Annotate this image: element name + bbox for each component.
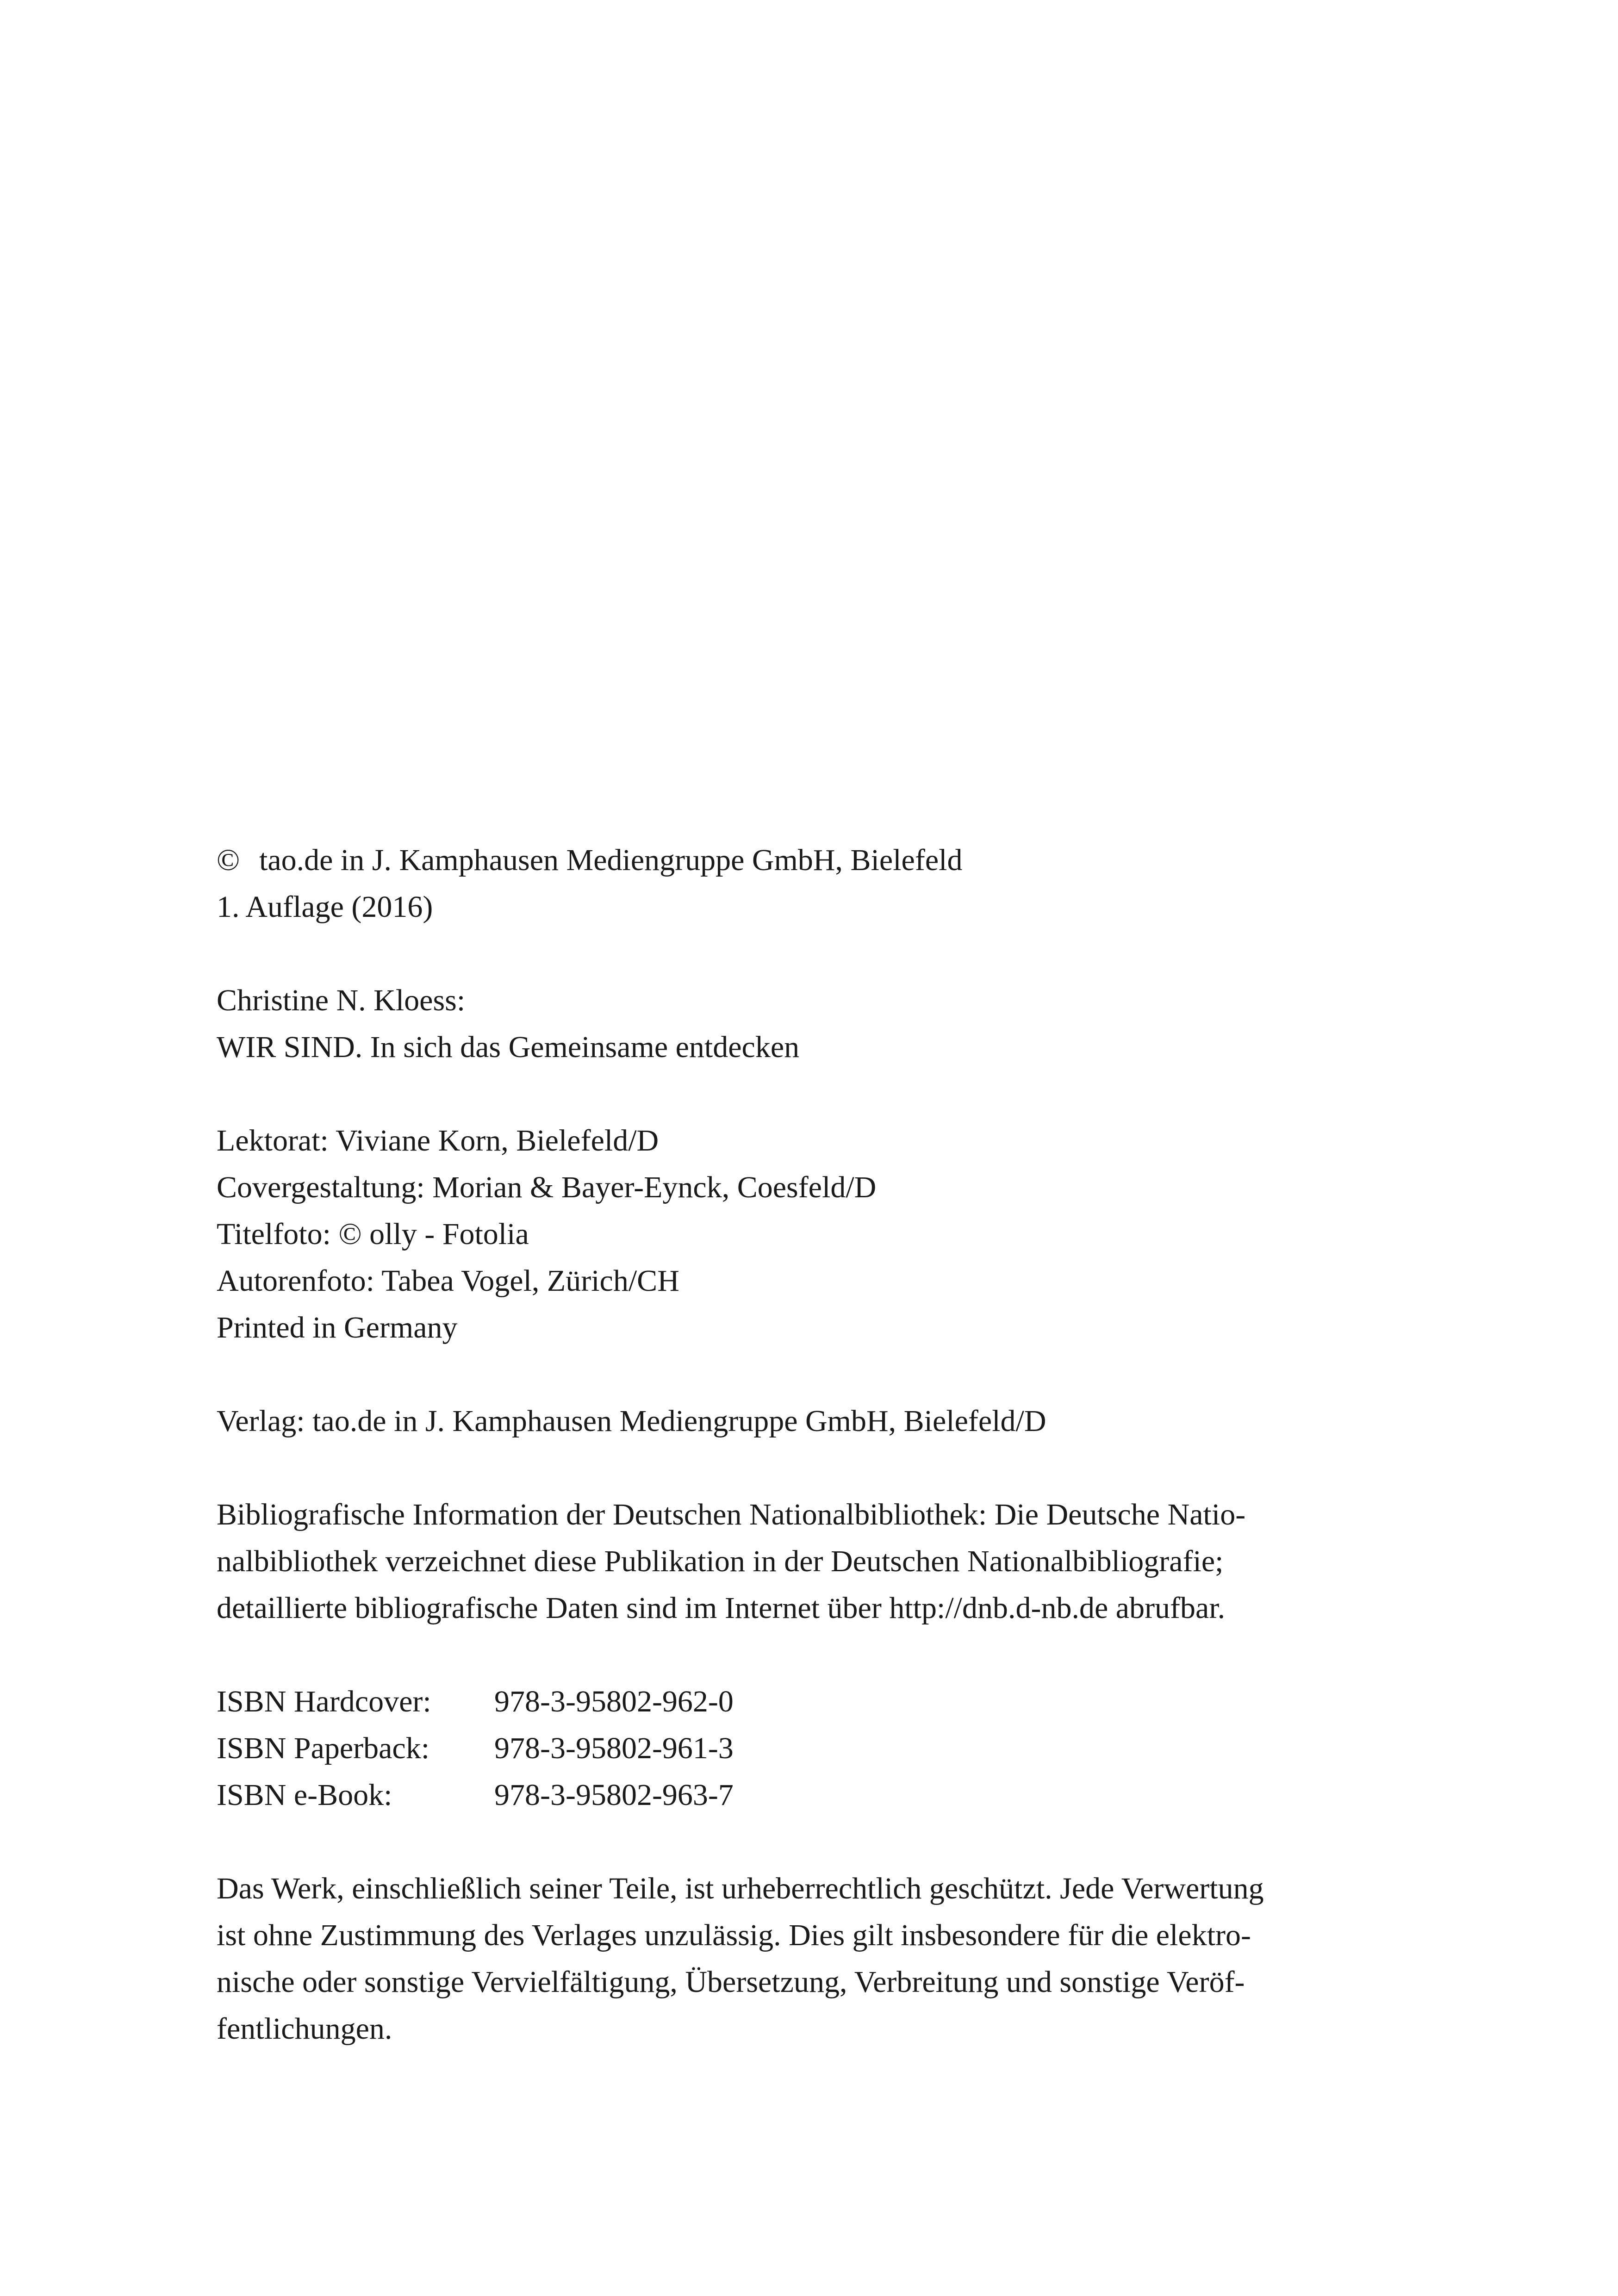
bibliographic-line: detaillierte bibliografische Daten sind im Internet über http://dnb.d-nb.de abrufbar.: [217, 1591, 1226, 1625]
credit-author-photo: Autorenfoto: Tabea Vogel, Zürich/CH: [217, 1264, 679, 1298]
copyright-line: [217, 837, 1420, 884]
copyright-holder: tao.de in J. Kamphausen Mediengruppe GmbH, Bielefeld: [259, 843, 963, 877]
author: Christine N. Kloess:: [217, 983, 466, 1017]
rights-line: Das Werk, einschließlich seiner Teile, ist urheberrechtlich geschützt. Jede Verwertung: [217, 1872, 1264, 1905]
book-title: WIR SIND. In sich das Gemeinsame entdecken: [217, 1030, 800, 1064]
rights-line: ist ohne Zustimmung des Verlages unzulässig. Dies gilt insbesondere für die elektro-: [217, 1918, 1251, 1952]
printed-in: Printed in Germany: [217, 1311, 458, 1344]
copyright-symbol: ©: [217, 843, 240, 877]
rights-line: nische oder sonstige Vervielfältigung, Übersetzung, Verbreitung und sonstige Veröf-: [217, 1965, 1245, 1999]
isbn-value: 978-3-95802-962-0: [494, 1685, 734, 1718]
isbn-row-paperback: [217, 1725, 1420, 1772]
isbn-label: ISBN e-Book:: [217, 1778, 392, 1812]
isbn-row-hardcover: [217, 1678, 1420, 1725]
bibliographic-line: nalbibliothek verzeichnet diese Publikation in der Deutschen Nationalbibliografie;: [217, 1544, 1224, 1578]
credit-editor: Lektorat: Viviane Korn, Bielefeld/D: [217, 1124, 659, 1157]
edition: 1. Auflage (2016): [217, 890, 433, 924]
credit-title-photo: Titelfoto: © olly - Fotolia: [217, 1217, 529, 1251]
isbn-value: 978-3-95802-963-7: [494, 1778, 734, 1812]
rights-line: fentlichungen.: [217, 2012, 392, 2046]
credit-cover-design: Covergestaltung: Morian & Bayer-Eynck, Coesfeld/D: [217, 1170, 877, 1204]
isbn-label: ISBN Hardcover:: [217, 1685, 431, 1718]
isbn-row-ebook: [217, 1772, 1420, 1818]
bibliographic-line: Bibliografische Information der Deutschen Nationalbibliothek: Die Deutsche Natio-: [217, 1498, 1246, 1531]
isbn-label: ISBN Paperback:: [217, 1731, 430, 1765]
imprint-block: [217, 837, 1420, 2052]
publisher: Verlag: tao.de in J. Kamphausen Mediengruppe GmbH, Bielefeld/D: [217, 1404, 1046, 1438]
isbn-value: 978-3-95802-961-3: [494, 1731, 734, 1765]
